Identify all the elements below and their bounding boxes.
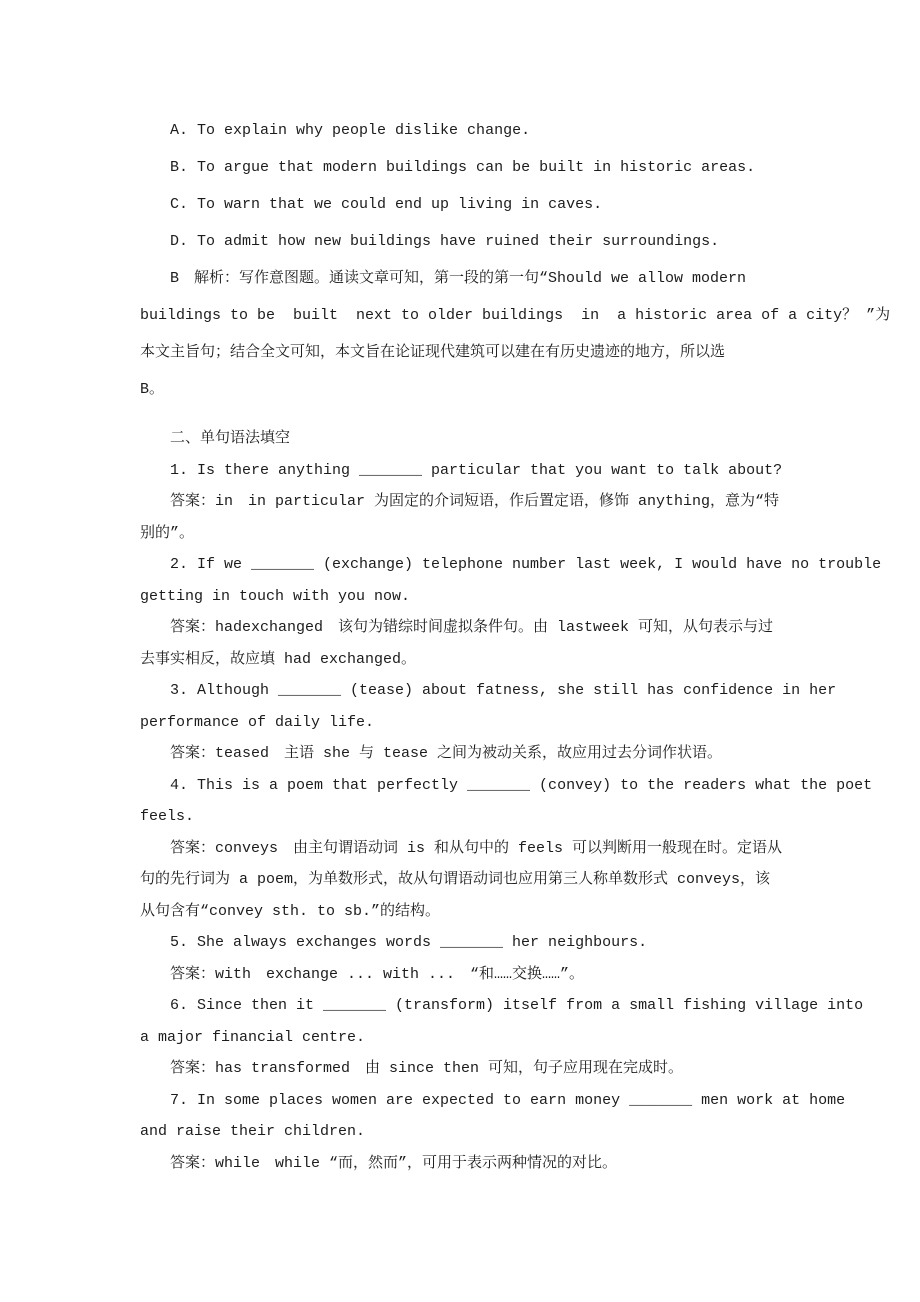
explanation-line: 本文主旨句；结合全文可知，本文旨在论证现代建筑可以建在有历史遗迹的地方，所以选 [140,344,726,361]
section-gap [140,408,900,423]
question-2-line: getting in touch with you now. [140,587,411,605]
option-c-label: C. [170,196,189,213]
option-a [140,112,900,149]
option-d-label: D. [170,233,189,250]
explanation-line: B。 [140,381,165,398]
option-b [140,149,900,186]
option-c [140,186,900,223]
grammar-section-heading: 二、单句语法填空 [170,430,291,447]
option-b-label: B. [170,159,189,176]
question-7-line: 7. In some places women are expected to earn money _______ men work at home [170,1091,846,1109]
option-d-text: To admit how new buildings have ruined their surroundings. [197,233,720,250]
option-a-label: A. [170,122,189,139]
question-6-line: a major financial centre. [140,1028,366,1046]
answer-1-line: 答案：in in particular 为固定的介词短语，作后置定语，修饰 anything，意为“特 [170,493,780,510]
answer-1-line: 别的”。 [140,524,195,542]
grammar-section [140,423,900,1179]
option-a-text: To explain why people dislike change. [197,122,531,139]
option-b-text: To argue that modern buildings can be built in historic areas. [197,159,756,176]
option-d [140,223,900,260]
question-5-line: 5. She always exchanges words _______ her neighbours. [170,934,648,951]
answer-2-line: 去事实相反，故应填 had exchanged。 [140,650,417,668]
question-3-line: performance of daily life. [140,713,375,731]
answer-5-line: 答案：with exchange ... with ... “和……交换……”。 [170,965,585,983]
answer-6-line: 答案：has transformed 由 since then 可知，句子应用现在完成时。 [170,1060,684,1077]
answer-2-line: 答案：hadexchanged 该句为错综时间虚拟条件句。由 lastweek 可知，从句表示与过 [170,619,774,636]
question-4-line: feels. [140,808,195,825]
answer-7-line: 答案：while while “而，然而”，可用于表示两种情况的对比。 [170,1154,618,1172]
question-4-line: 4. This is a poem that perfectly _______ (convey) to the readers what the poet [170,776,873,794]
document-content [140,112,900,1179]
answer-3-line: 答案：teased 主语 she 与 tease 之间为被动关系，故应用过去分词作状语。 [170,745,723,762]
question-2-line: 2. If we _______ (exchange) telephone number last week, I would have no trouble [170,556,882,573]
question-1-line: 1. Is there anything _______ particular that you want to talk about? [170,461,783,479]
option-c-text: To warn that we could end up living in caves. [197,196,603,213]
question-3-line: 3. Although _______ (tease) about fatness, she still has confidence in her [170,682,837,699]
question-6-line: 6. Since then it _______ (transform) itself from a small fishing village into [170,997,864,1014]
answer-4-line: 答案：conveys 由主句谓语动词 is 和从句中的 feels 可以判断用一般现在时。定语从 [170,839,783,857]
answer-4-line: 句的先行词为 a poem，为单数形式，故从句谓语动词也应用第三人称单数形式 conveys，该 [140,871,771,888]
answer-4-line: 从句含有“convey sth. to sb.”的结构。 [140,902,441,920]
explanation-line: B 解析：写作意图题。通读文章可知，第一段的第一句“Should we allow modern [170,270,747,287]
explanation-line: buildings to be built next to older buildings in a historic area of a city？ ”为 [140,307,891,324]
question-7-line: and raise their children. [140,1123,366,1140]
reading-answer-section [140,112,900,408]
